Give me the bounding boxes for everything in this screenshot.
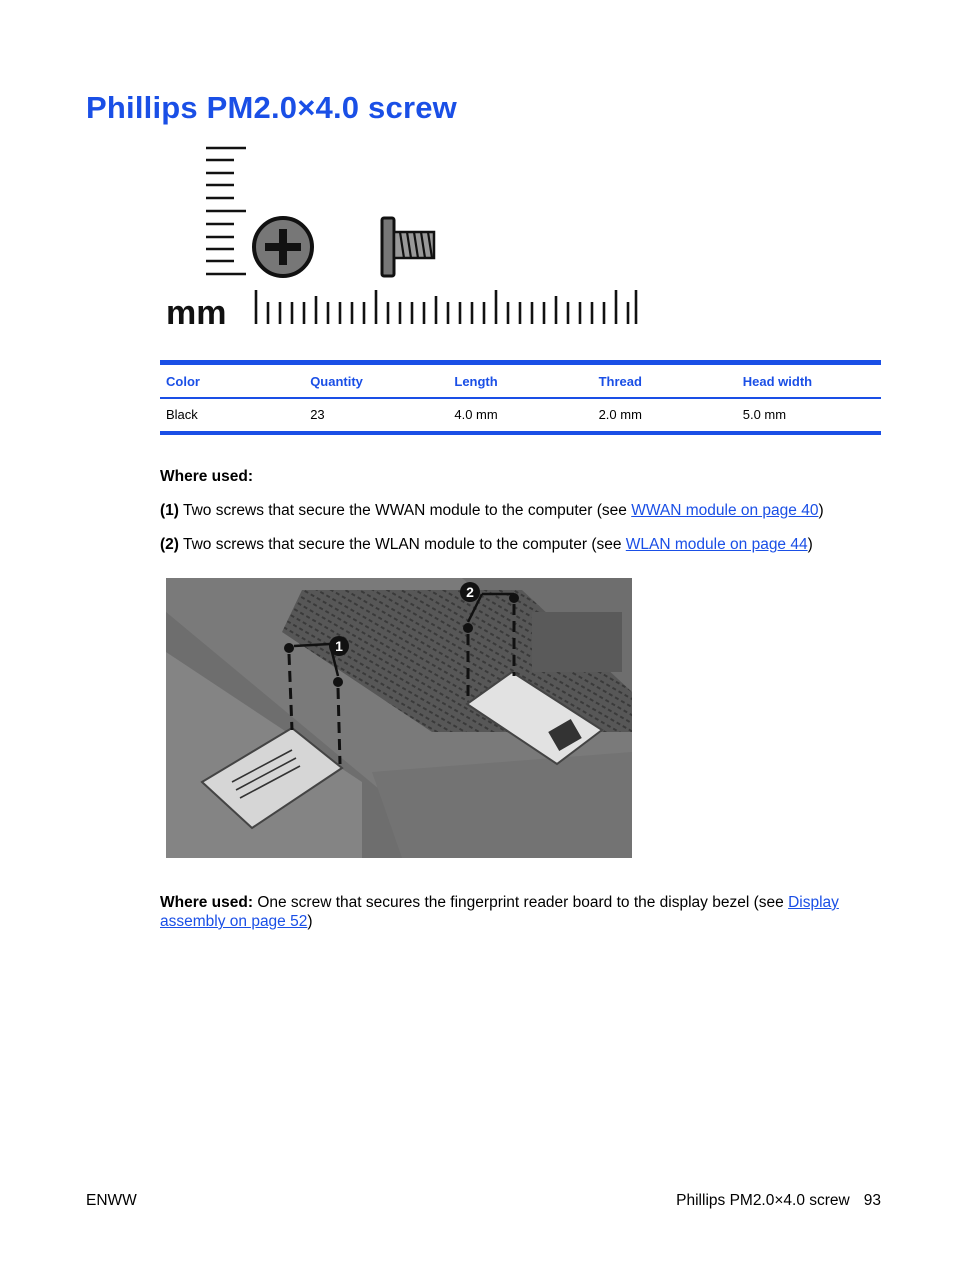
header-quantity: Quantity: [310, 373, 363, 389]
wwan-module-link[interactable]: WWAN module on page 40: [631, 502, 819, 519]
cell-quantity: 23: [310, 406, 325, 422]
cell-color: Black: [166, 406, 198, 422]
where-used-heading: Where used:: [160, 468, 254, 485]
wlan-module-link[interactable]: WLAN module on page 44: [625, 536, 808, 553]
header-color: Color: [166, 373, 200, 389]
footer-page-info: [676, 1192, 881, 1210]
screw-head-icon: [254, 218, 312, 276]
item-2-number: (2): [160, 536, 179, 553]
cell-thread: 2.0 mm: [598, 406, 642, 422]
callout-2-label: 2: [466, 584, 474, 600]
table-header-row: [160, 363, 881, 399]
where-used-item-2: (2) Two screws that secure the WLAN module to the computer (see WLAN module on page 44): [160, 536, 813, 553]
page-number: 93: [863, 1192, 881, 1209]
where-used-fingerprint: Where used: One screw that secures the fingerprint reader board to the display bezel (see Display assembly on page 52): [160, 894, 839, 930]
item-1-number: (1): [160, 502, 179, 519]
item-1-text: Two screws that secure the WWAN module to the computer (see: [178, 502, 632, 519]
unit-label: mm: [166, 294, 227, 332]
computer-bottom-photo: [162, 572, 636, 862]
screw-illustration: [160, 140, 650, 335]
cell-length: 4.0 mm: [454, 406, 498, 422]
footer-section-title: Phillips PM2.0×4.0 screw: [676, 1192, 850, 1209]
screw-spec-table: [160, 360, 881, 435]
callout-1-label: 1: [335, 638, 343, 654]
where-used-item-1: (1) Two screws that secure the WWAN module to the computer (see WWAN module on page 40): [160, 502, 824, 519]
horizontal-ruler: [256, 290, 636, 324]
header-thread: Thread: [598, 373, 642, 389]
footer-doc-code: ENWW: [86, 1192, 137, 1209]
screw-side-icon: [382, 218, 434, 276]
fingerprint-text: One screw that secures the fingerprint reader board to the display bezel (see: [253, 894, 789, 911]
header-head-width: Head width: [742, 373, 813, 389]
where-used-label: Where used:: [160, 894, 254, 911]
page-title: Phillips PM2.0×4.0 screw: [86, 90, 457, 125]
item-2-text: Two screws that secure the WLAN module to the computer (see: [178, 536, 626, 553]
table-row: [160, 398, 881, 433]
vertical-ruler: [206, 148, 246, 274]
header-length: Length: [454, 373, 498, 389]
cell-head-width: 5.0 mm: [742, 406, 787, 422]
display-assembly-link[interactable]: Display assembly on page 52: [160, 894, 839, 930]
